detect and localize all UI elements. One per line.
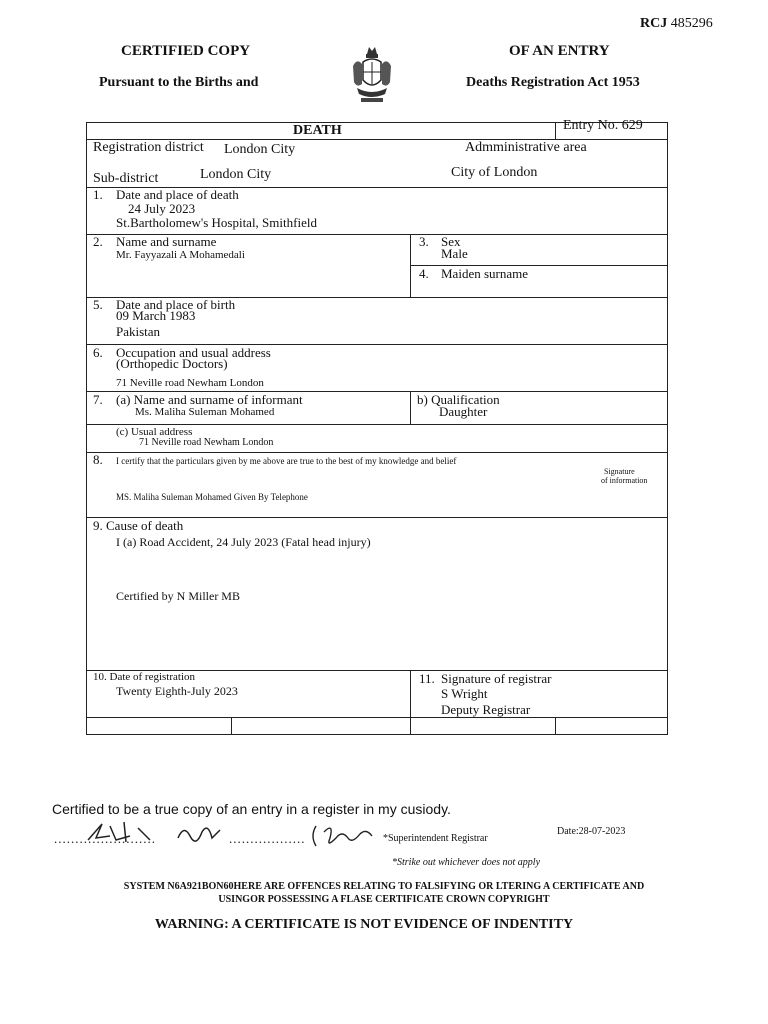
registration-date-label: 10. Date of registration [93, 671, 196, 683]
registration-district-label: Registration district [93, 140, 204, 155]
field-6-label: Occupation and usual address [116, 345, 271, 360]
informant-address-label: (c) Usual address [116, 426, 193, 438]
form-title: DEATH [293, 123, 342, 138]
sub-district-value: London City [200, 167, 272, 182]
reference-number [640, 16, 713, 32]
death-place: St.Bartholomew's Hospital, Smithfield [116, 215, 317, 230]
informant-address: 71 Neville road Newham London [139, 437, 274, 448]
left-title: CERTIFIED COPY [121, 43, 251, 59]
administrative-area-value: City of London [451, 165, 538, 180]
administrative-area-label: Admministrative area [465, 140, 587, 155]
informant-name-label: (a) Name and surname of informant [116, 392, 303, 407]
cause-of-death-value: I (a) Road Accident, 24 July 2023 (Fatal head injury) [116, 535, 371, 549]
signature-of-information-label: of information [601, 476, 648, 485]
birth-place: Pakistan [116, 324, 161, 339]
deceased-address: 71 Neville road Newham London [116, 377, 264, 389]
informant-name: Ms. Maliha Suleman Mohamed [135, 406, 275, 418]
registrar-name: S Wright [441, 686, 488, 701]
field-6-number: 6. [93, 345, 103, 360]
field-5-number: 5. [93, 297, 103, 312]
certified-true-copy-statement: Certified to be a true copy of an entry in a register in my cusiody. [52, 801, 451, 817]
certification-statement: I certify that the particulars given by me above are true to the best of my knowledge and belief [116, 456, 457, 466]
death-date: 24 July 2023 [128, 201, 196, 216]
royal-crest-emblem [349, 44, 395, 106]
strike-out-note: *Strike out whichever does not apply [392, 857, 541, 868]
registration-district-value: London City [224, 142, 296, 157]
field-1-label: Date and place of death [116, 187, 239, 202]
offence-warning-line-2: USINGOR POSSESSING A FLASE CERTIFICATE CROWN COPYRIGHT [218, 894, 550, 905]
occupation-value: (Orthopedic Doctors) [116, 356, 228, 371]
reference-prefix: RCJ [640, 16, 668, 31]
signature-dots-mid: .................. [229, 831, 306, 846]
field-4-label: Maiden surname [441, 266, 529, 281]
sub-district-label: Sub-district [93, 171, 159, 186]
sex-value: Male [441, 246, 468, 261]
registrar-title: Deputy Registrar [441, 702, 531, 717]
qualification-value: Daughter [439, 404, 488, 419]
field-8-number: 8. [93, 452, 103, 467]
certificate-date: Date:28-07-2023 [557, 826, 626, 837]
registration-date-value: Twenty Eighth-July 2023 [116, 684, 238, 698]
field-5-label: Date and place of birth [116, 297, 236, 312]
registrar-signature-label: Signature of registrar [441, 671, 552, 686]
deceased-name: Mr. Fayyazali A Mohamedali [116, 249, 245, 261]
field-4-number: 4. [419, 266, 429, 281]
certified-by: Certified by N Miller MB [116, 589, 240, 603]
field-1-number: 1. [93, 187, 103, 202]
superintendent-registrar-label: *Superintendent Registrar [383, 833, 488, 844]
offence-warning-line-1: SYSTEM N6A921BON60HERE ARE OFFENCES RELATING TO FALSIFYING OR LTERING A CERTIFICATE AND [123, 881, 645, 892]
birth-date: 09 March 1983 [116, 308, 196, 323]
cause-of-death-label: 9. Cause of death [93, 518, 184, 533]
signature-dots-left: ........................ [54, 831, 156, 846]
signature-label: Signature [604, 467, 635, 476]
field-2-label: Name and surname [116, 234, 217, 249]
qualification-label: b) Qualification [417, 392, 500, 407]
reference-value: 485296 [670, 16, 713, 31]
left-subtitle: Pursuant to the Births and [99, 75, 259, 90]
right-title: OF AN ENTRY [509, 43, 610, 59]
right-subtitle: Deaths Registration Act 1953 [466, 75, 640, 90]
entry-number: Entry No. 629 [563, 118, 643, 133]
field-3-label: Sex [441, 234, 461, 249]
field-3-number: 3. [419, 234, 429, 249]
handwritten-signature [80, 818, 380, 858]
field-2-number: 2. [93, 234, 103, 249]
field-11-number: 11. [419, 671, 435, 686]
informant-given-by: MS. Maliha Suleman Mohamed Given By Telephone [116, 492, 308, 502]
field-7-number: 7. [93, 392, 103, 407]
identity-warning: WARNING: A CERTIFICATE IS NOT EVIDENCE OF INDENTITY [154, 917, 574, 932]
